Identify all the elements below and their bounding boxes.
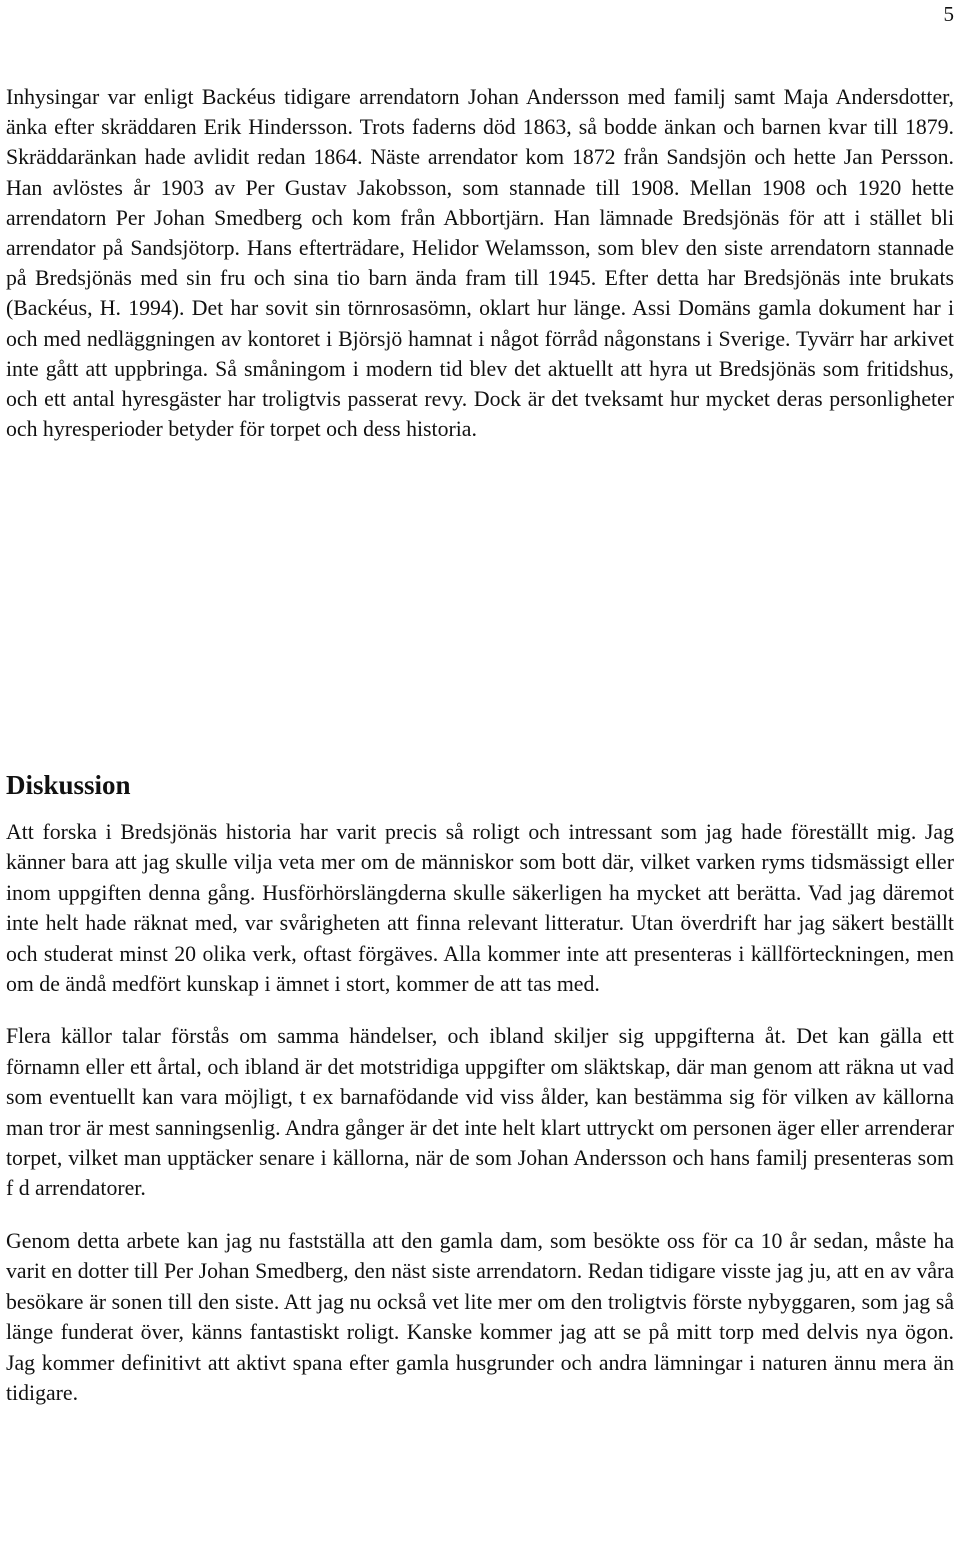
discussion-paragraph-3: Genom detta arbete kan jag nu fastställa att den gamla dam, som besökte oss för ca 10 år sedan, måste ha varit en dotter till Per Johan Smedberg, den näst siste arrendatorn. Redan tidigare visste jag ju, att en av våra besökare är sonen till den siste. Att jag nu också vet lite mer om den troligtvis förste nybyggaren, som jag så länge funderat över, känns fantastiskt roligt. Kanske kommer jag att se på mitt torp med delvis nya ögon. Jag kommer definitivt att aktivt spana efter gamla husgrunder och andra lämningar i naturen ännu mera än tidigare.	[6, 1228, 954, 1405]
document-body	[6, 82, 954, 1405]
intro-paragraph: Inhysingar var enligt Backéus tidigare arrendatorn Johan Andersson med familj samt Maja Andersdotter, änka efter skräddaren Erik Hindersson. Trots faderns död 1863, så bodde änkan och barnen kvar till 1879. Skräddaränkan hade avlidit redan 1864. Näste arrendator kom 1872 från Sandsjön och hette Jan Persson. Han avlöstes år 1903 av Per Gustav Jakobsson, som stannade till 1908. Mellan 1908 och 1920 hette arrendatorn Per Johan Smedberg och kom från Abbortjärn. Han lämnade Bredsjönäs för att i stället bli arrendator på Sandsjötorp. Hans efterträdare, Helidor Welamsson, som blev den siste arrendatorn stannade på Bredsjönäs med sin fru och sina tio barn ända fram till 1945. Efter detta har Bredsjönäs inte brukats (Backéus, H. 1994). Det har sovit sin törnrosasömn, oklart hur länge. Assi Domäns gamla dokument har i och med nedläggningen av kontoret i Björsjö hamnat i något förråd någonstans i Sverige. Tyvärr har arkivet inte gått att uppbringa. Så småningom i modern tid blev det aktuellt att hyra ut Bredsjönäs som fritidshus, och ett antal hyresgäster har troligtvis passerat revy. Dock är det tveksamt hur mycket deras personligheter och hyresperioder betyder för torpet och dess historia.	[6, 85, 954, 442]
discussion-paragraph-1: Att forska i Bredsjönäs historia har varit precis så roligt och intressant som jag hade föreställt mig. Jag känner bara att jag skulle vilja veta mer om de människor som bott där, vilket varken ryms tidsmässigt eller inom uppgiften denna gång. Husförhörslängderna skulle säkerligen ha mycket att berätta. Vad jag däremot inte helt hade räknat med, var svårigheten att finna relevant litteratur. Utan överdrift har jag säkert beställt och studerat minst 20 olika verk, oftast förgäves. Alla kommer inte att presenteras i källförteckningen, men om de ändå medfört kunskap i ämnet i stort, kommer de att tas med.	[6, 820, 954, 997]
page-number: 5	[943, 2, 954, 26]
discussion-section	[6, 817, 954, 1408]
section-heading-diskussion: Diskussion	[6, 770, 131, 800]
discussion-paragraph-2: Flera källor talar förstås om samma händelser, och ibland skiljer sig uppgifterna åt. Det kan gälla ett förnamn eller ett årtal, och ibland är det motstridiga uppgifter om släktskap, där man genom att räkna ut vad som eventuellt kan vara möjligt, t ex barnafödande vid viss ålder, kan bestämma sig för vilken av källorna man tror är mest sanningsenlig. Andra gånger är det inte helt klart uttryckt om personen äger eller arrenderar torpet, vilket man upptäcker senare i källorna, när de som Johan Andersson och hans familj presenteras som f d arrendatorer.	[6, 1024, 954, 1201]
